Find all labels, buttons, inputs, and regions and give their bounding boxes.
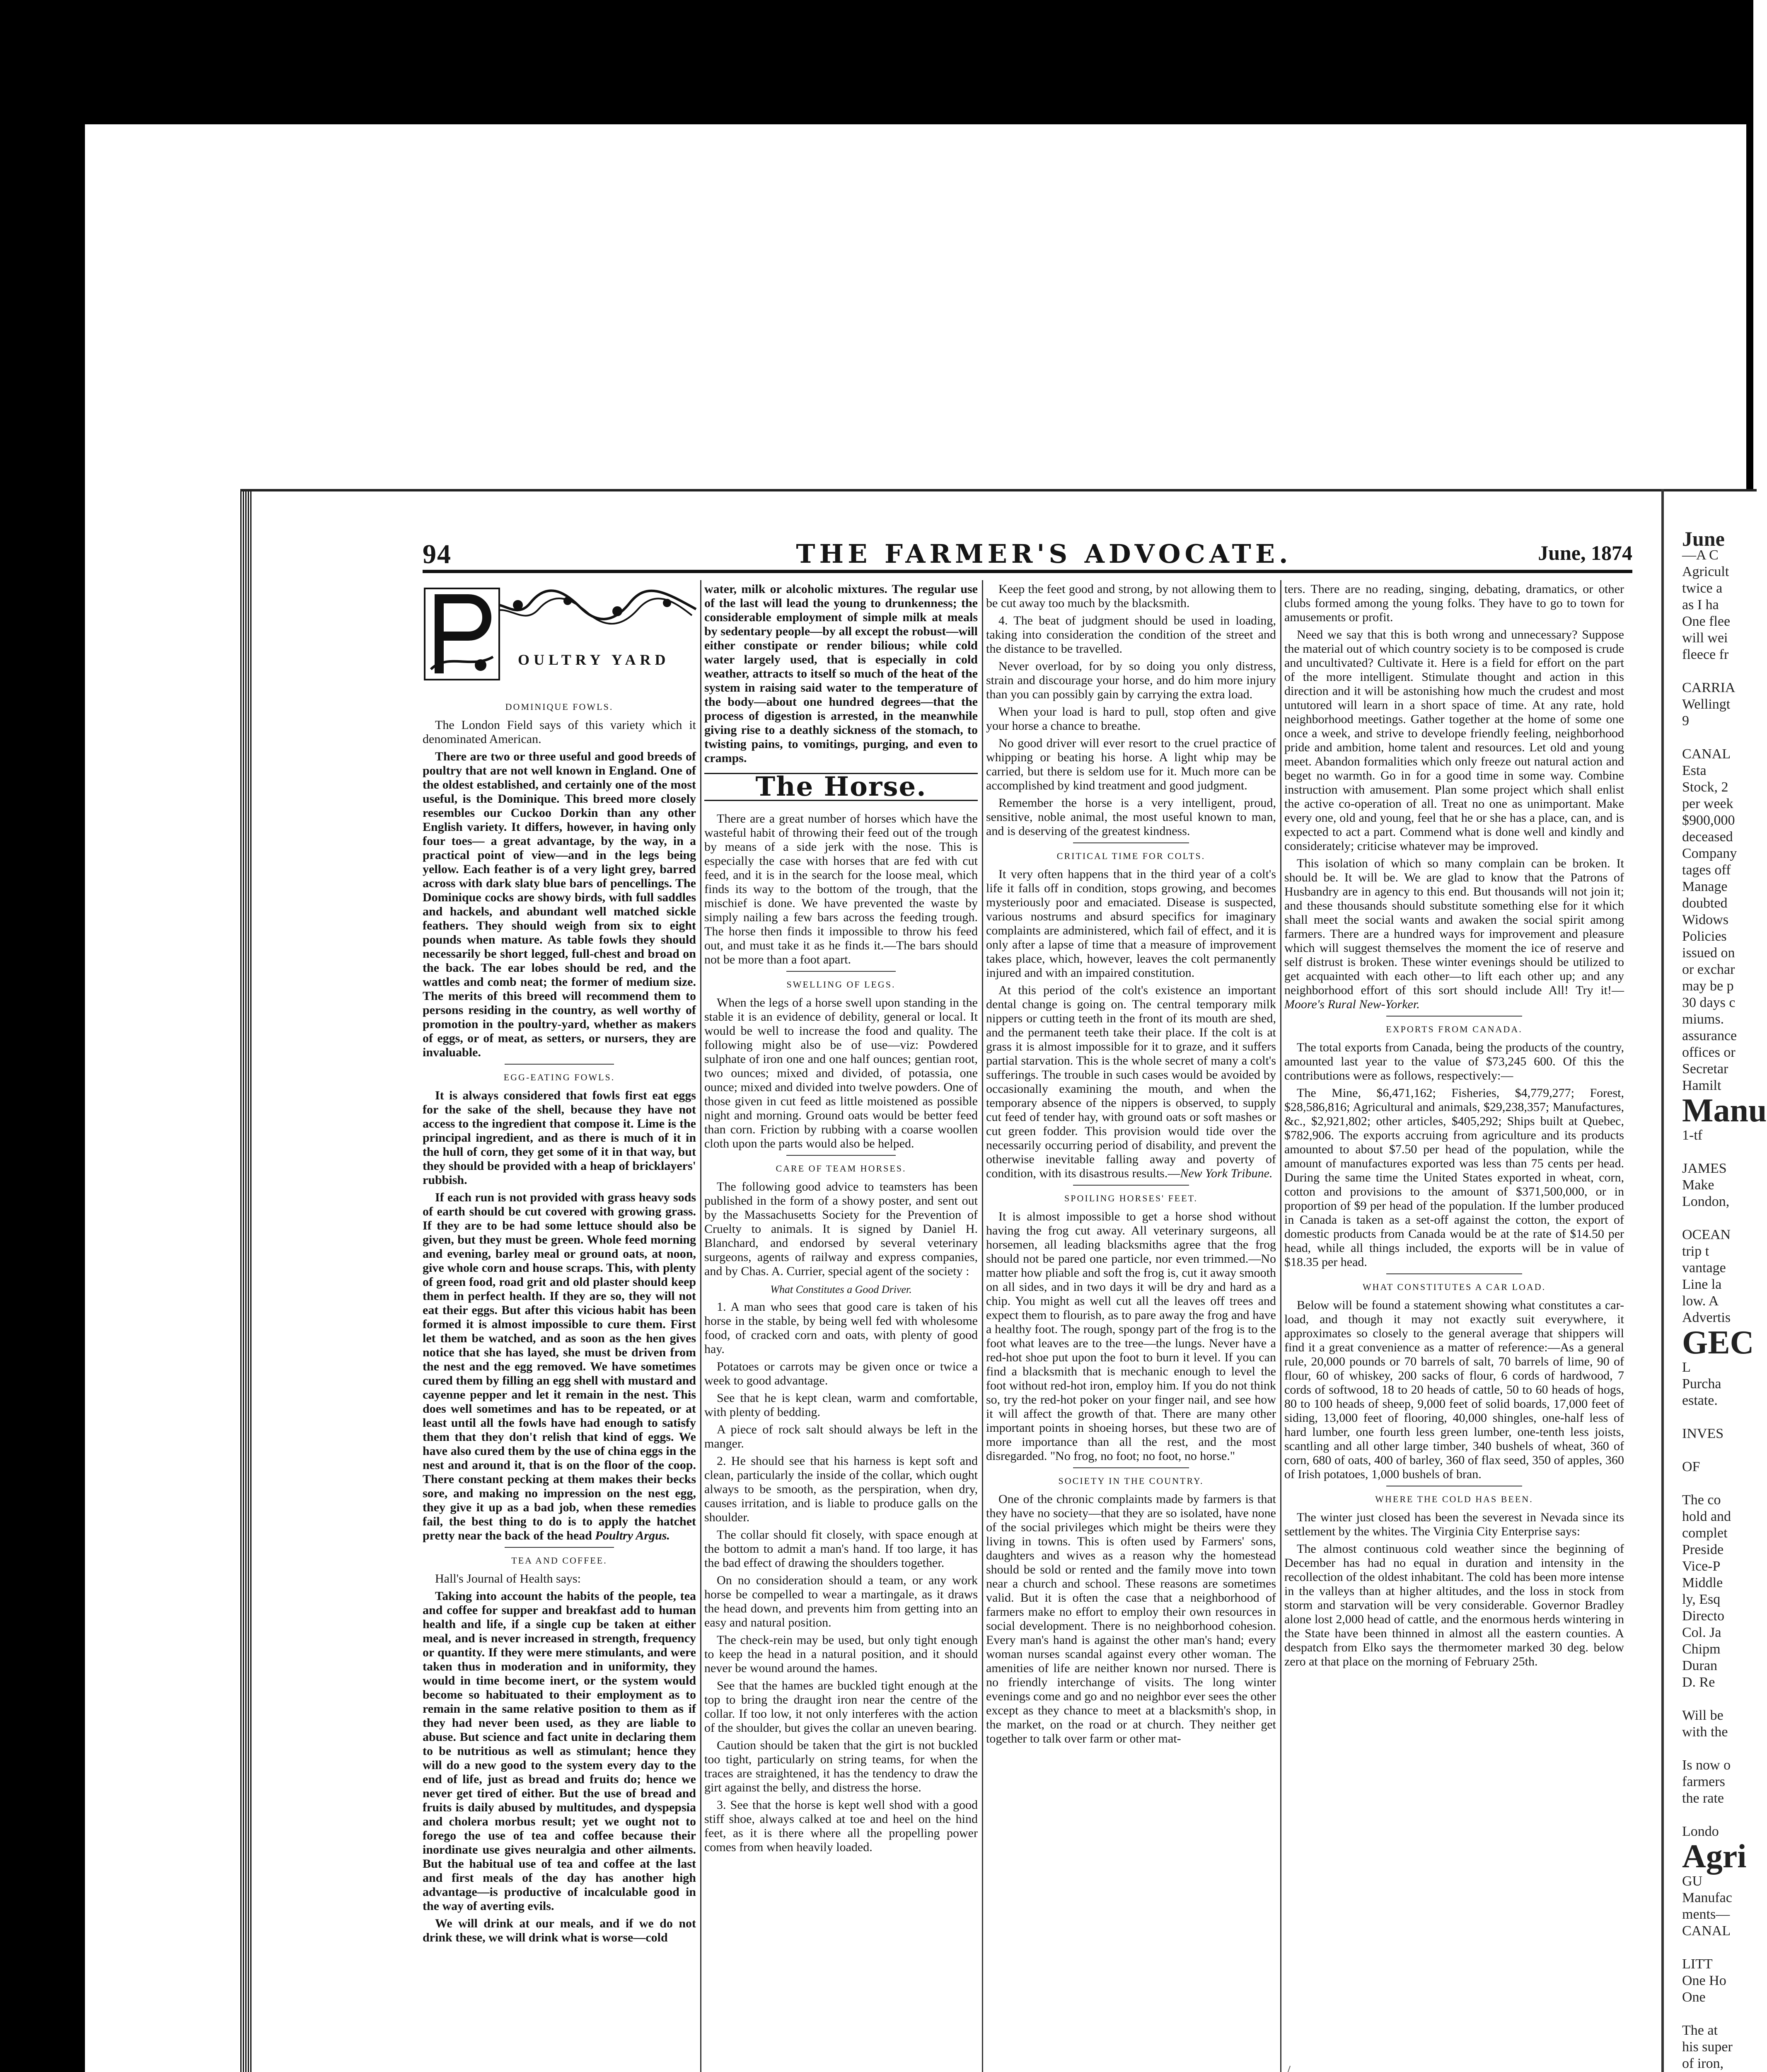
adjacent-page-line: Make	[1682, 1177, 1714, 1193]
article-divider	[786, 971, 896, 972]
article-divider	[1386, 1273, 1522, 1274]
adjacent-page-line: his super	[1682, 2039, 1733, 2055]
article-paragraph: When the legs of a horse swell upon standing in the stable it is an evidence of debility, general or local. It would be well to increase the food and quality. The following might also be of use—viz: Powdered sulphate of iron one and one half ounces; gentian root, two ounces; mixed and divided, of potassia, one ounce; mixed and divided into twelve powders. One of those given in cut feed as little moistened as possible night and morning. Ground oats would be better feed than corn. Friction by rubbing with a coarse woollen cloth upon the parts would also be helped.	[704, 996, 978, 1150]
article-paragraph: The collar should fit closely, with space enough at the bottom to admit a man's hand. If too large, it has the bad effect of drawing the shoulders together.	[704, 1528, 978, 1570]
adjacent-page-line: Col. Ja	[1682, 1625, 1721, 1640]
page-binding-edge	[240, 489, 252, 2072]
adjacent-page-line: Londo	[1682, 1824, 1719, 1839]
article-paragraph: Potatoes or carrots may be given once or twice a week to good advantage.	[704, 1360, 978, 1387]
page-right-edge	[1661, 489, 1664, 2072]
column-1	[423, 582, 696, 2072]
adjacent-page-line: ly, Esq	[1682, 1592, 1721, 1607]
article-title: WHERE THE COLD HAS BEEN.	[1375, 1494, 1533, 1504]
adjacent-page-line: Agricult	[1682, 564, 1729, 579]
adjacent-page-line	[1682, 1939, 1753, 1956]
article-text: This isolation of which so many complain can be broken. It should be. It will be. We are glad to know that the Patrons of Husbandry are in agency to this end. But thousands will not join it; and these thousands should substitute something else for it which shall meet the social wants and awaken the social spirit among farmers. There are a hundred ways for improvement and pleasure which will suggest themselves the moment the ice of reserve and self distrust is broken. These winter evenings should be utilized to get acquainted with each other—to lift each other up; and any neighborhood effort of this sort should include All! Try it!	[1284, 857, 1624, 997]
adjacent-page-line	[1682, 1210, 1753, 1227]
adjacent-page-heading: GEC	[1682, 1324, 1754, 1361]
article-paragraph: The following good advice to teamsters has been published in the form of a showy poster, and sent out by the Massachusetts Society for the Prevention of Cruelty to animals. It is signed by Daniel H. Blanchard, and endorsed by several veterinary surgeons, agents of railway and express companies, and by Chas. A. Currier, special agent of the society :	[704, 1180, 978, 1278]
adjacent-page-line: LITT	[1682, 1956, 1713, 1972]
adjacent-page-line: deceased	[1682, 829, 1733, 845]
article-text: At this period of the colt's existence an important dental change is going on. The central temporary milk nippers or cutting teeth in the front of its mouth are shed, and the permanent teeth take their place. If the colt is at grass it is almost impossible for it to graze, and it suffers partial starvation. This is the whole secret of many a colt's sufferings. The trouble in such cases would be avoided by occasionally examining the mouth, and when the temporary absence of the nippers is observed, to supply cut feed of tender hay, with ground oats or soft mashes or cut green fodder. This provision would tide over the necessarily occurring period of disability, and prevent the otherwise inevitable falling away and poverty of condition, with its disastrous results.	[986, 983, 1276, 1180]
adjacent-page-line: trip t	[1682, 1244, 1709, 1259]
adjacent-page-line	[1682, 1740, 1753, 1757]
article-paragraph: There are a great number of horses which have the wasteful habit of throwing their feed out of the trough by means of a side jerk with the nose. This is especially the case with horses that are fed with cut feed, and it is in the search for the loose meal, which finds its way to the bottom of the trough, that the mischief is done. We have prevented the waste by simply nailing a few bars across the feeding trough. The horse then finds it impossible to throw his feed out, and must take it as he finds it.—The bars should not be more than a foot apart.	[704, 812, 978, 966]
page-number: 94	[423, 539, 452, 569]
article-paragraph: ters. There are no reading, singing, debating, dramatics, or other clubs formed among the young folks. They have to go to town for amusements or profit.	[1284, 582, 1624, 624]
adjacent-page-line: fleece fr	[1682, 647, 1729, 662]
article-paragraph: It very often happens that in the third year of a colt's life it falls off in condition, stops growing, and becomes mysteriously poor and emaciated. Disease is suspected, various nostrums and absurd specifics for imaginary complaints are administered, which fail of effect, and it is only after a lapse of time that a measure of improvement takes place, which, however, leaves the colt permanently injured and with an impaired constitution.	[986, 867, 1276, 980]
floral-ornament-icon	[481, 586, 696, 628]
article-paragraph: Below will be found a statement showing what constitutes a car-load, and though it may not exactly suit everywhere, it approximates so closely to the general average that shippers will find it a great convenience as a matter of reference:—As a general rule, 20,000 pounds or 70 barrels of salt, 70 barrels of lime, 90 of flour, 60 of whiskey, 200 sacks of flour, 6 cords of hardwood, 7 cords of softwood, 18 to 20 heads of cattle, 50 to 60 heads of hogs, 80 to 100 heads of sheep, 9,000 feet of solid boards, 17,000 feet of siding, 13,000 feet of flooring, 40,000 shingles, one-half less of hard lumber, one fourth less green lumber, one-tenth less joists, scantling and all other large timber, 340 bushels of wheat, 360 of corn, 680 of oats, 400 of barley, 360 of flax seed, 350 of apples, 360 of Irish potatoes, 1,000 bushels of bran.	[1284, 1298, 1624, 1481]
article-paragraph: We will drink at our meals, and if we do not drink these, we will drink what is worse—cold	[423, 1917, 696, 1944]
adjacent-page-line: or exchar	[1682, 962, 1735, 977]
adjacent-page-line: Manufac	[1682, 1890, 1732, 1905]
article-divider	[786, 1155, 896, 1156]
article-paragraph: The total exports from Canada, being the products of the country, amounted last year to the value of $73,245 600. Of this the contributions were as follows, respectively:—	[1284, 1041, 1624, 1082]
adjacent-page-line: Company	[1682, 846, 1737, 861]
article-paragraph: When your load is hard to pull, stop often and give your horse a chance to breathe.	[986, 705, 1276, 733]
article-paragraph: There are two or three useful and good breeds of poultry that are not well known in England. One of the oldest established, and certainly one of the most useful, is the Dominique. This breed more closely resembles our Cuckoo Dorkin than any other English variety. It differs, however, in having only four toes— a great advantage, by the way, in a practical point of view—and in the legs being yellow. Each feather is of a very light grey, barred across with dark slaty blue bars of pencellings. The Dominique cocks are showy birds, with full saddles and hackels, and abundant well matched sickle feathers. They should weigh from six to eight pounds when mature. As table fowls they should necessarily be short legged, full-chest and broad on the back. The ear lobes should be red, and the wattles and comb neat; the former of medium size. The merits of this breed will recommend them to persons residing in the country, as well worthy of promotion in the poultry-yard, whether as makers of eggs, or of meat, as setters, or nursers, they are invaluable.	[423, 750, 696, 1059]
article-text: If each run is not provided with grass heavy sods of earth should be cut covered with growing grass. If they are to be had some lettuce should also be given, but they must be green. Whole feed morning and evening, barley meal or ground oats, at noon, give whole corn and house scraps. This, with plenty of green food, road grit and old plaster should keep them in perfect health. If they are so, they will not eat their eggs. But after this vicious habit has been formed it is almost impossible to cure them. First let them be watched, and as soon as the hen gives notice that she has layed, she must be driven from the nest and the egg removed. We have sometimes cured them by filling an egg shell with mustard and cayenne pepper and let it remain in the nest. This does well sometimes and has to be repeated, or at least until all the fowls have had enough to satisfy them that they don't relish that kind of eggs. We have also cured them by the use of china eggs in the nest and around it, that is on the floor of the coop. There constant pecking at them makes their becks sore, and making no impression on the nest egg, they give it up as a bad job, when these remedies fail, the best thing to do is to apply the hatchet pretty near the back of the head	[423, 1191, 696, 1542]
black-border-top	[0, 0, 1753, 124]
masthead-title: THE FARMER'S ADVOCATE.	[796, 539, 1292, 569]
page-header	[423, 539, 1632, 572]
adjacent-page-line: Middle	[1682, 1575, 1723, 1590]
adjacent-page-line	[1682, 729, 1753, 746]
decorative-initial-p-icon	[423, 586, 501, 682]
adjacent-page-line: as I ha	[1682, 597, 1719, 612]
adjacent-page-text-block	[1682, 1359, 1753, 1840]
adjacent-page-line: Hamilt	[1682, 1078, 1721, 1093]
article-paragraph: Never overload, for by so doing you only distress, strain and discourage your horse, and do him more injury than you can possibly gain by carrying the extra load.	[986, 659, 1276, 701]
adjacent-page-line: GU	[1682, 1874, 1703, 1889]
adjacent-page-line: farmers	[1682, 1774, 1725, 1789]
article-title: CRITICAL TIME FOR COLTS.	[1056, 851, 1206, 861]
article-paragraph: The almost continuous cold weather since the beginning of December has had no equal in duration and intensity in the recollection of the oldest inhabitant. The cold has been more intense in the valleys than at higher altitudes, and the loss in stock from storm and starvation will be very considerable. Governor Bradley alone lost 2,000 head of cattle, and the enormous herds wintering in the State have been thinned in almost all the eastern counties. A despatch from Elko says the thermometer marked 30 deg. below zero at that place on the morning of February 25th.	[1284, 1542, 1624, 1668]
article-paragraph: See that the hames are buckled tight enough at the top to bring the draught iron near the centre of the collar. If too low, it not only interferes with the action of the shoulder, but gives the collar an uneven bearing.	[704, 1679, 978, 1735]
adjacent-page-line: with the	[1682, 1724, 1728, 1740]
article-title: SOCIETY IN THE COUNTRY.	[1058, 1476, 1204, 1486]
adjacent-page-line: Widows	[1682, 912, 1728, 927]
adjacent-page-line: Advertis	[1682, 1310, 1731, 1325]
adjacent-page-line	[1682, 2006, 1753, 2022]
adjacent-page-text-block	[1682, 1873, 1753, 2072]
adjacent-page-line: Directo	[1682, 1608, 1724, 1624]
adjacent-page-line: Is now o	[1682, 1757, 1731, 1773]
adjacent-page-line: of iron,	[1682, 2056, 1724, 2071]
adjacent-page-line: miums.	[1682, 1012, 1724, 1027]
article-title: SWELLING OF LEGS.	[786, 979, 896, 990]
adjacent-page-line: INVES	[1682, 1426, 1724, 1441]
adjacent-page-line: Wellingt	[1682, 697, 1731, 712]
adjacent-page-header: June	[1682, 527, 1725, 550]
column-2	[704, 582, 978, 2072]
adjacent-page-line: OF	[1682, 1459, 1700, 1474]
adjacent-page-line: One flee	[1682, 614, 1731, 629]
header-rule	[423, 570, 1632, 573]
article-paragraph: It is always considered that fowls first eat eggs for the sake of the shell, because they have not access to the ingredient that compose it. Lime is the principal ingredient, and as there is much of it in the hull of corn, they get some of it in that way, but they should be provided with a heap of bricklayers' rubbish.	[423, 1089, 696, 1187]
adjacent-page-line: L	[1682, 1360, 1691, 1375]
adjacent-page-line: JAMES	[1682, 1161, 1727, 1176]
article-title: SPOILING HORSES' FEET.	[1064, 1193, 1198, 1203]
adjacent-page-line: Manage	[1682, 879, 1728, 894]
article-paragraph: At this period of the colt's existence an important dental change is going on. The central temporary milk nippers or cutting teeth in the front of its mouth are shed, and the permanent teeth take their place. If the colt is at grass it is almost impossible for it to graze, and it suffers partial starvation. This is the whole secret of many a colt's sufferings. The trouble in such cases would be avoided by occasionally examining the mouth, and when the temporary absence of the nippers is observed, to supply cut feed of tender hay, with ground oats or soft mashes or cut green fodder. This provision would tide over the necessarily occurring period of disability, and prevent the otherwise inevitable falling away and poverty of condition, with its disastrous results.—New York Tribune.	[986, 983, 1276, 1180]
article-paragraph: See that he is kept clean, warm and comfortable, with plenty of bedding.	[704, 1391, 978, 1419]
adjacent-page-line: ments—	[1682, 1907, 1730, 1922]
adjacent-page-line: twice a	[1682, 581, 1723, 596]
article-divider	[1073, 1185, 1189, 1186]
adjacent-page-line: Secretar	[1682, 1061, 1728, 1077]
column-4	[1284, 582, 1624, 2072]
adjacent-page-line: D. Re	[1682, 1675, 1715, 1690]
article-paragraph: Taking into account the habits of the people, tea and coffee for supper and breakfast add to human health and life, if a single cup be taken at either meal, and is never increased in strength, frequency or quantity. If they were mere stimulants, and were taken thus in moderation and in uniformity, they would in time become inert, or the system would become so habituated to their employment as to remain in the same relative position to them as if they had never been used, as they are liable to abuse. But science and fact unite in declaring them to be nutritious as well as stimulant; hence they will do a new good to the system every day to the end of life, just as bread and fruits do; hence we never get tired of either. But the use of bread and fruits is daily abused by multitudes, and dyspepsia and cholera morbus result; yet we ought not to forego the use of tea and coffee because their inordinate use gives neuralgia and other ailments. But the habitual use of tea and coffee at the last and first meals of the day has another high advantage—is productive of incalculable good in the way of averting evils.	[423, 1589, 696, 1913]
article-paragraph: The winter just closed has been the severest in Nevada since its settlement by the whites. The Virginia City Enterprise says:	[1284, 1510, 1624, 1538]
article-title: WHAT CONSTITUTES A CAR LOAD.	[1362, 1282, 1546, 1292]
adjacent-page-line	[1682, 1807, 1753, 1823]
adjacent-page-line: $900,000	[1682, 813, 1735, 828]
issue-date: June, 1874	[1538, 541, 1632, 564]
adjacent-page-line: may be p	[1682, 978, 1734, 994]
adjacent-page-line: tages off	[1682, 862, 1731, 878]
adjacent-page-line: Preside	[1682, 1542, 1724, 1557]
adjacent-page-line: Esta	[1682, 763, 1707, 778]
adjacent-page-line: Will be	[1682, 1708, 1723, 1723]
article-paragraph: One of the chronic complaints made by farmers is that they have no society—that they are so isolated, have none of the social privileges which might be theirs were they living in towns. This is often used by Farmers' sons, daughters and wives as a reason why the homestead should be sold or rented and the family move into town near a church and school. These reasons are sometimes valid. But it is often the case that a neighborhood of farmers make no effort to employ their own resources in social development. There is no neighborhood cohesion. Every man's hand is against the other man's hand; every woman nurses scandal against every other woman. The amenities of life are neither known nor nursed. There is no friendly interchange of visits. The long winter evenings come and go and no neighbor ever sees the other except as they chance to meet at a blacksmith's shop, in the market, on the road or at church. They neither get together to talk over farm or other mat-	[986, 1492, 1276, 1745]
article-divider	[1386, 1016, 1522, 1017]
article-divider	[1073, 1467, 1189, 1468]
article-paragraph: Hall's Journal of Health says:	[435, 1572, 581, 1585]
adjacent-page	[1682, 527, 1767, 2071]
article-paragraph: 4. The beat of judgment should be used in loading, taking into consideration the condition of the street and the distance to be travelled.	[986, 614, 1276, 656]
adjacent-page-line: low. A	[1682, 1293, 1719, 1309]
adjacent-page-line: London,	[1682, 1194, 1730, 1209]
article-paragraph: Need we say that this is both wrong and unnecessary? Suppose the material out of which country society is to be composed is crude and uncultivated? Cultivate it. Here is a field for effort on the part of the more intelligent. Stimulate thought and action in this direction and it will be astonishing how much the crudest and most untutored will learn in a short space of time. At any rate, hold neighborhood meetings. Gather together at the home of some one once a week, and strive to develope friendly feeling, neighborhood pride and ambition, home talent and resources. Let old and young meet. Abandon formalities which only freeze out natural action and beget no warmth. Go in for a good time in some way. Combine instruction with amusement. Plan some project which shall enlist the active co-operation of all. Treat no one as unimportant. Make every one, old and young, feel that he or she has a place, can, and is expected to act a part. Commend what is done well and kindly and considerately; criticise whatever may be improved.	[1284, 628, 1624, 853]
adjacent-page-line: CANAL	[1682, 1923, 1731, 1939]
adjacent-page-line	[1682, 1144, 1753, 1160]
article-paragraph: 3. See that the horse is kept well shod with a good stiff shoe, always calked at toe and heel on the hind feet, as it is there where all the propelling power comes from when heavily loaded.	[704, 1798, 978, 1854]
article-paragraph: Keep the feet good and strong, by not allowing them to be cut away too much by the blacksmith.	[986, 582, 1276, 610]
adjacent-page-line	[1682, 1409, 1753, 1426]
adjacent-page-text-block	[1682, 1127, 1753, 1326]
article-paragraph: The check-rein may be used, but only tight enough to keep the head in a natural position, and it should never be wound around the hames.	[704, 1633, 978, 1675]
adjacent-page-line: Policies	[1682, 929, 1727, 944]
article-title: DOMINIQUE FOWLS.	[505, 702, 614, 712]
article-paragraph: A piece of rock salt should always be left in the manger.	[704, 1423, 978, 1450]
adjacent-page-line: per week	[1682, 796, 1733, 811]
adjacent-page-line	[1682, 1691, 1753, 1707]
article-subtitle: What Constitutes a Good Driver.	[770, 1283, 912, 1295]
article-attribution: Moore's Rural New-Yorker.	[1284, 997, 1420, 1011]
adjacent-page-line: —A C	[1682, 547, 1719, 563]
article-paragraph: 2. He should see that his harness is kept soft and clean, particularly the inside of the collar, which ought always to be smooth, as the perspiration, when dry, causes irritation, and is liable to produce galls on the shoulder.	[704, 1454, 978, 1524]
section-title: OULTRY YARD	[518, 651, 670, 668]
adjacent-page-line: Line la	[1682, 1277, 1722, 1292]
black-border-left	[0, 0, 85, 2072]
article-title: CARE OF TEAM HORSES.	[776, 1163, 906, 1174]
article-paragraph	[423, 1191, 696, 1543]
adjacent-page-heading: Agri	[1682, 1838, 1747, 1875]
adjacent-page-line: Duran	[1682, 1658, 1717, 1673]
article-title: TEA AND COFFEE.	[511, 1555, 607, 1566]
article-paragraph: It is almost impossible to get a horse shod without having the frog cut away. All veterinary surgeons, all horsemen, all leading blacksmiths agree that the frog should not be pared one particle, nor even trimmed.—No matter how pliable and soft the frog is, cut it away smooth on all sides, and in two days it will be dry and hard as a chip. You might as well cut all the leaves off trees and expect them to flourish, as to pare away the frog and have a healthy foot. The rough, spongy part of the frog is to the foot what leaves are to the tree—the lungs. Never have a red-hot shoe put upon the foot to burn it level. If you can find a blacksmith that is mechanic enough to level the foot without red-hot iron, employ him. If you do not think so, try the red-hot poker on your finger nail, and see how it will affect the growth of that. There are many other important points in shoeing horses, but these two are of more importance than all the rest, and the most disregarded. "No frog, no foot; no foot, no horse."	[986, 1210, 1276, 1463]
section-heading-horse: The Horse.	[704, 773, 978, 801]
article-paragraph: The Mine, $6,471,162; Fisheries, $4,779,277; Forest, $28,586,816; Agricultural and animals, $29,238,357; Manufactures, &c., $2,921,802; other articles, $405,292; Ships built at Quebec, $782,906. The exports accruing from agriculture and its products amounted to about $7.50 per head of the population, while the amount of manufactures exported was less than 75 cents per head. During the same time the United States exported in wheat, corn, cotton and provisions to the amount of $371,500,000, or in proportion of $9 per head of the population. If the lumber produced in Canada is taken as a set-off against the cotton, the export of domestic products from Canada would be at the rate of $14.50 per head, while all things included, the exports will be in value of $18.35 per head.	[1284, 1086, 1624, 1269]
article-paragraph: 1. A man who sees that good care is taken of his horse in the stable, by being well fed with wholesome food, of cracked corn and oats, with plenty of good hay.	[704, 1300, 978, 1356]
adjacent-page-line: Stock, 2	[1682, 779, 1728, 795]
article-divider	[505, 1547, 614, 1548]
article-attribution: Poultry Argus.	[595, 1529, 670, 1542]
adjacent-page-line: The at	[1682, 2023, 1718, 2038]
adjacent-page-line: issued on	[1682, 945, 1735, 961]
article-divider	[1073, 842, 1189, 843]
adjacent-page-line: CANAL	[1682, 746, 1731, 762]
column-3	[986, 582, 1276, 2072]
adjacent-page-line: One Ho	[1682, 1973, 1726, 1988]
article-paragraph: water, milk or alcoholic mixtures. The regular use of the last will lead the young to drunkenness; the considerable employment of simple milk at meals by sedentary people—by all except the robust—will either constipate or render bilious; while cold water largely used, that is especially in cold weather, attracts to itself so much of the heat of the system in raising said water to the temperature of the body—about one hundred degrees—that the process of digestion is arrested, in the meanwhile giving rise to a deathly sickness of the stomach, to twisting pains, to vomitings, purging, and even to cramps.	[704, 582, 978, 765]
adjacent-page-line: will wei	[1682, 630, 1728, 646]
adjacent-page-line	[1682, 1475, 1753, 1492]
article-paragraph: Caution should be taken that the girt is not buckled too tight, particularly on string teams, for when the traces are straightened, it has the tendency to draw the girt against the belly, and distress the horse.	[704, 1738, 978, 1794]
adjacent-page-text-block	[1682, 547, 1753, 1094]
adjacent-page-line: Vice-P	[1682, 1559, 1721, 1574]
adjacent-page-line: offices or	[1682, 1045, 1736, 1060]
article-paragraph: The London Field says of this variety which it denominated American.	[423, 718, 696, 746]
adjacent-page-line: hold and	[1682, 1509, 1731, 1524]
adjacent-page-line: The co	[1682, 1492, 1721, 1508]
adjacent-page-line: Chipm	[1682, 1641, 1721, 1657]
adjacent-page-line: doubted	[1682, 896, 1728, 911]
adjacent-page-line: 9	[1682, 713, 1689, 729]
adjacent-page-line	[1682, 663, 1753, 680]
article-divider	[505, 1064, 614, 1065]
adjacent-page-line: One	[1682, 1990, 1706, 2005]
adjacent-page-line: 30 days c	[1682, 995, 1736, 1010]
article-paragraph: This isolation of which so many complain can be broken. It should be. It will be. We are glad to know that the Patrons of Husbandry are in agency to this end. But thousands will not join it; and these thousands should substitute something else for it which shall meet the social wants and awaken the social spirit among farmers. There are a hundred ways for improvement and pleasure which will suggest themselves the moment the ice of reserve and self distrust is broken. These winter evenings should be utilized to get acquainted with each other—to lift each other up; and any neighborhood effort of this sort should include All! Try it!—Moore's Rural New-Yorker.	[1284, 857, 1624, 1011]
adjacent-page-line	[1682, 1442, 1753, 1459]
column-separator	[700, 580, 701, 2072]
adjacent-page-line: complet	[1682, 1525, 1728, 1541]
poultry-yard-banner	[423, 582, 696, 694]
article-attribution: New York Tribune.	[1180, 1167, 1273, 1180]
adjacent-page-line: 1-tf	[1682, 1128, 1703, 1143]
adjacent-page-line: vantage	[1682, 1260, 1726, 1276]
article-title: EGG-EATING FOWLS.	[503, 1072, 615, 1082]
adjacent-page-line: CARRIA	[1682, 680, 1736, 695]
column-separator	[1280, 580, 1281, 2072]
adjacent-page-line: assurance	[1682, 1028, 1737, 1043]
article-paragraph: No good driver will ever resort to the cruel practice of whipping or beating his horse. A light whip may be carried, but there is seldom use for it. Much more can be accomplished by kind treatment and good judgment.	[986, 736, 1276, 792]
adjacent-page-line: Purcha	[1682, 1376, 1721, 1392]
adjacent-page-line: the rate	[1682, 1791, 1724, 1806]
article-paragraph: Remember the horse is a very intelligent, proud, sensitive, noble animal, the most useful known to man, and is deserving of the greatest kindness.	[986, 796, 1276, 838]
page-top-edge	[240, 489, 1757, 491]
column-separator	[982, 580, 983, 2072]
article-paragraph: On no consideration should a team, or any work horse be compelled to wear a martingale, as it draws the head down, and prevents him from getting into an easy and natural position.	[704, 1573, 978, 1629]
adjacent-page-heading: Manu	[1682, 1092, 1767, 1129]
adjacent-page-line: OCEAN	[1682, 1227, 1731, 1242]
article-title: EXPORTS FROM CANADA.	[1386, 1024, 1523, 1034]
adjacent-page-line: estate.	[1682, 1393, 1718, 1408]
